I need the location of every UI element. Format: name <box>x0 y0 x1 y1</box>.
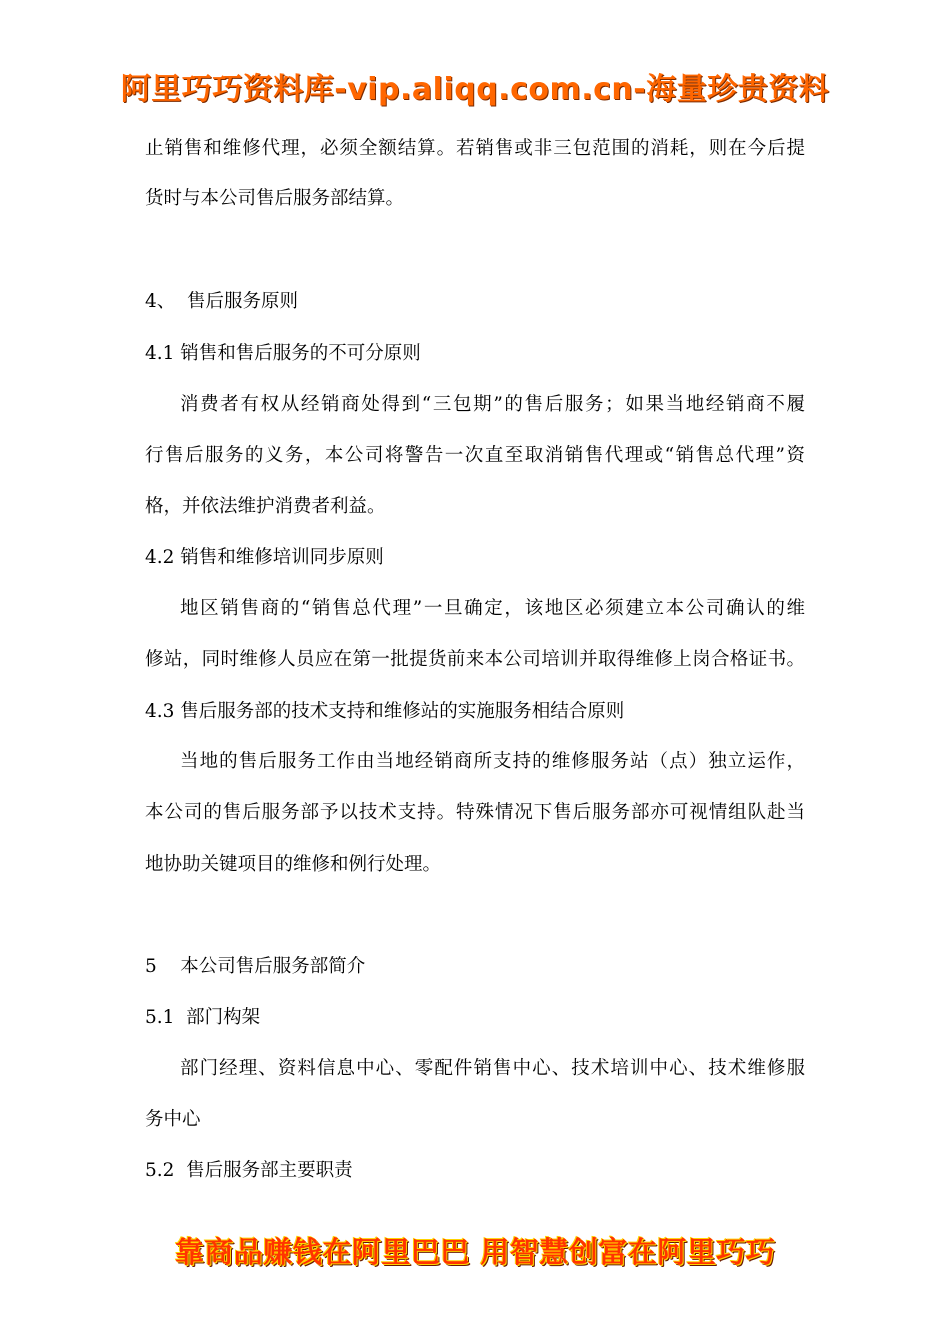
section-heading: 5 本公司售后服务部简介 <box>145 956 366 977</box>
paragraph-line: 修站，同时维修人员应在第一批提货前来本公司培训并取得维修上岗合格证书。 <box>145 649 805 670</box>
footer-banner: 靠商品赚钱在阿里巴巴 用智慧创富在阿里巧巧 <box>174 1235 776 1269</box>
section-heading: 4、 售后服务原则 <box>145 291 299 312</box>
paragraph-line: 部门经理、资料信息中心、零配件销售中心、技术培训中心、技术维修服 <box>180 1058 805 1079</box>
paragraph-line: 务中心 <box>145 1109 201 1130</box>
subsection-heading: 4.1 销售和售后服务的不可分原则 <box>145 343 421 364</box>
paragraph-line: 地协助关键项目的维修和例行处理。 <box>145 854 442 875</box>
subsection-heading: 4.3 售后服务部的技术支持和维修站的实施服务相结合原则 <box>145 701 625 722</box>
paragraph-line: 当地的售后服务工作由当地经销商所支持的维修服务站（点）独立运作， <box>180 751 805 772</box>
paragraph-line: 本公司的售后服务部予以技术支持。特殊情况下售后服务部亦可视情组队赴当 <box>145 802 805 823</box>
paragraph-line: 止销售和维修代理，必须全额结算。若销售或非三包范围的消耗，则在今后提 <box>145 138 805 159</box>
paragraph-line: 消费者有权从经销商处得到“三包期”的售后服务；如果当地经销商不履 <box>180 394 805 415</box>
paragraph-line: 地区销售商的“销售总代理”一旦确定，该地区必须建立本公司确认的维 <box>180 598 805 619</box>
subsection-heading: 5.1 部门构架 <box>145 1007 261 1028</box>
subsection-heading: 4.2 销售和维修培训同步原则 <box>145 547 384 568</box>
header-banner: 阿里巧巧资料库-vip.aliqq.com.cn-海量珍贵资料 <box>120 72 830 107</box>
paragraph-line: 货时与本公司售后服务部结算。 <box>145 188 405 209</box>
paragraph-line: 行售后服务的义务，本公司将警告一次直至取消销售代理或“销售总代理”资 <box>145 445 805 466</box>
subsection-heading: 5.2 售后服务部主要职责 <box>145 1160 353 1181</box>
paragraph-line: 格，并依法维护消费者利益。 <box>145 496 386 517</box>
